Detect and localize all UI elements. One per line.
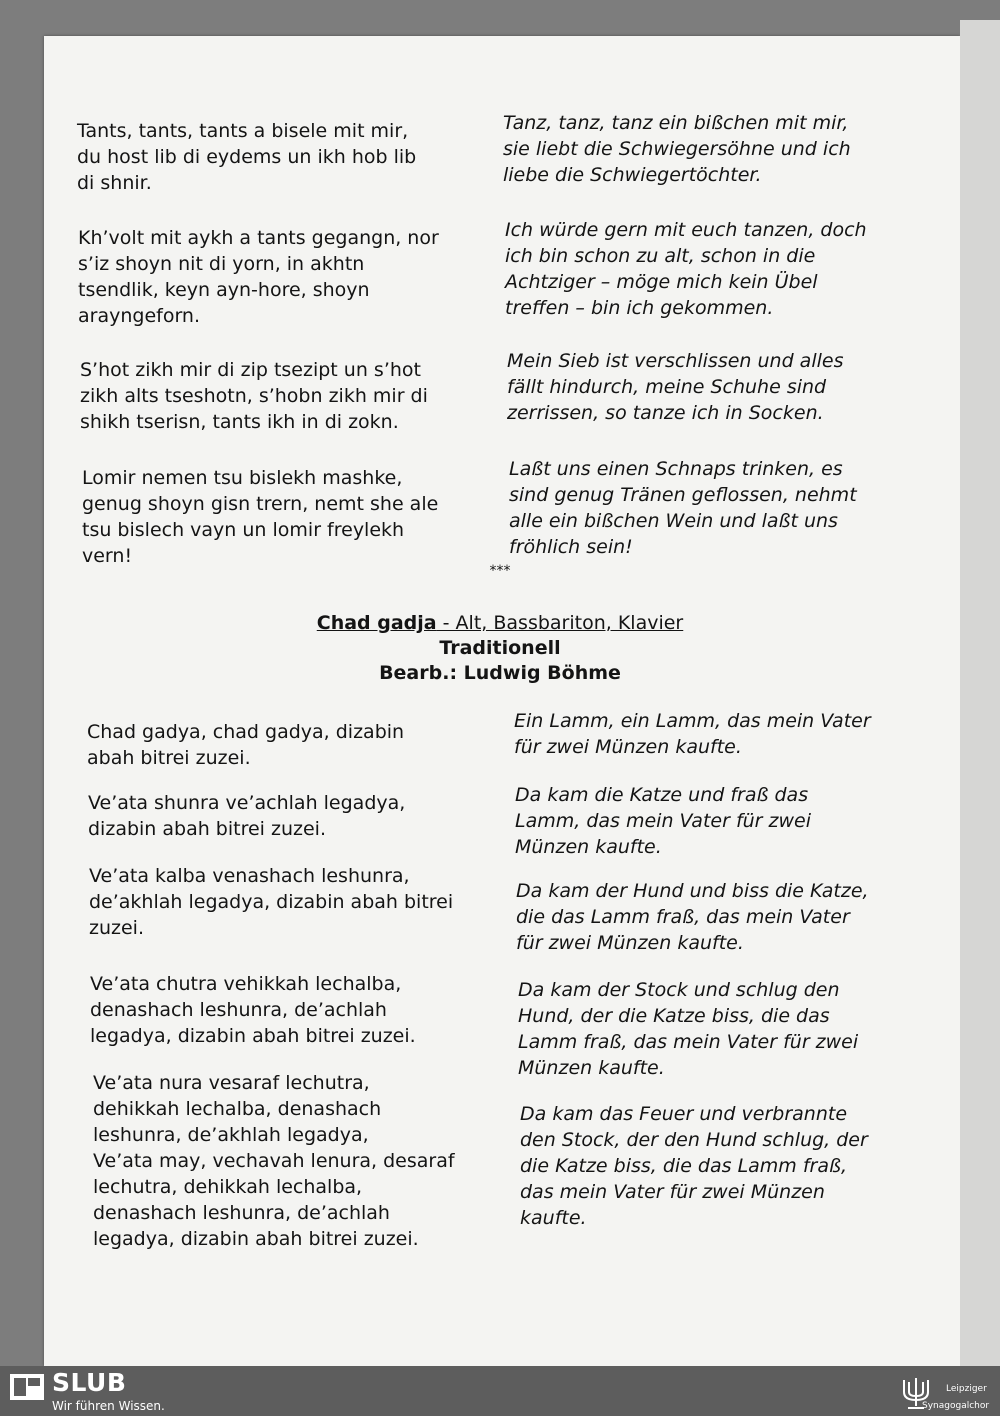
slub-logo-icon (10, 1374, 44, 1400)
german-verse-3: Mein Sieb ist verschlissen und alles fällt hindurch, meine Schuhe sind zerrissen, so tanze ich in Socken. (507, 350, 844, 424)
hebrew-verse-2: Ve’ata shunra ve’achlah legadya, dizabin abah bitrei zuzei. (88, 792, 406, 840)
song-title-line (0, 612, 1000, 634)
german-verse-9: Da kam das Feuer und verbrannte den Stock, der den Hund schlug, der die Katze biss, die das Lamm fraß, das mein Vater für zwei Münzen kaufte. (520, 1103, 868, 1229)
hebrew-verse-3: Ve’ata kalba venashach leshunra, de’akhlah legadya, dizabin abah bitrei zuzei. (89, 865, 454, 939)
german-verse-5: Ein Lamm, ein Lamm, das mein Vater für zwei Münzen kaufte. (514, 710, 871, 758)
hebrew-verse-1: Chad gadya, chad gadya, dizabin abah bitrei zuzei. (87, 721, 405, 769)
german-verse-6: Da kam die Katze und fraß das Lamm, das mein Vater für zwei Münzen kaufte. (515, 784, 812, 858)
section-separator: *** (489, 563, 511, 579)
hebrew-verse-5: Ve’ata nura vesaraf lechutra, dehikkah lechalba, denashach leshunra, de’akhlah legadya, Ve’ata may, vechavah lenura, desaraf lechutra, dehikkah lechalba, denashach leshunra, de’achlah legadya, dizabin abah bitrei zuzei. (93, 1072, 455, 1250)
german-verse-8: Da kam der Stock und schlug den Hund, der die Katze biss, die das Lamm fraß, das mein Vater für zwei Münzen kaufte. (518, 979, 859, 1079)
song-origin: Traditionell (439, 637, 561, 659)
song-voices: - Alt, Bassbariton, Klavier (436, 612, 684, 634)
hebrew-verse-4: Ve’ata chutra vehikkah lechalba, denashach leshunra, de’achlah legadya, dizabin abah bitrei zuzei. (90, 973, 416, 1047)
yiddish-verse-1: Tants, tants, tants a bisele mit mir, du host lib di eydems un ikh hob lib di shnir. (77, 120, 417, 194)
choir-name-line1: Leipziger (946, 1384, 987, 1394)
slub-logo-text[interactable]: SLUB (52, 1368, 127, 1397)
german-verse-7: Da kam der Hund und biss die Katze, die das Lamm fraß, das mein Vater für zwei Münzen kaufte. (516, 880, 869, 954)
yiddish-verse-3: S’hot zikh mir di zip tsezipt un s’hot zikh alts tseshotn, s’hobn zikh mir di shikh tserisn, tants ikh in di zokn. (80, 359, 428, 433)
german-verse-2: Ich würde gern mit euch tanzen, doch ich bin schon zu alt, schon in die Achtziger – möge mich kein Übel treffen – bin ich gekommen. (505, 219, 867, 319)
adjacent-page-edge (960, 20, 1000, 1366)
yiddish-verse-2: Kh’volt mit aykh a tants gegangn, nor s’iz shoyn nit di yorn, in akhtn tsendlik, keyn ayn-hore, shoyn arayngeforn. (78, 227, 439, 327)
yiddish-verse-4: Lomir nemen tsu bislekh mashke, genug shoyn gisn trern, nemt she ale tsu bislech vayn un lomir freylekh vern! (82, 467, 439, 567)
choir-name-line2: Synagogalchor (922, 1401, 990, 1411)
song-title: Chad gadja (316, 612, 437, 634)
slub-tagline: Wir führen Wissen. (52, 1399, 165, 1413)
german-verse-4: Laßt uns einen Schnaps trinken, es sind genug Tränen geflossen, nehmt alle ein bißchen Wein und laßt uns fröhlich sein! (509, 458, 857, 558)
german-verse-1: Tanz, tanz, tanz ein bißchen mit mir, sie liebt die Schwiegersöhne und ich liebe die Schwiegertöchter. (503, 112, 851, 186)
song-arranger: Bearb.: Ludwig Böhme (379, 662, 621, 684)
